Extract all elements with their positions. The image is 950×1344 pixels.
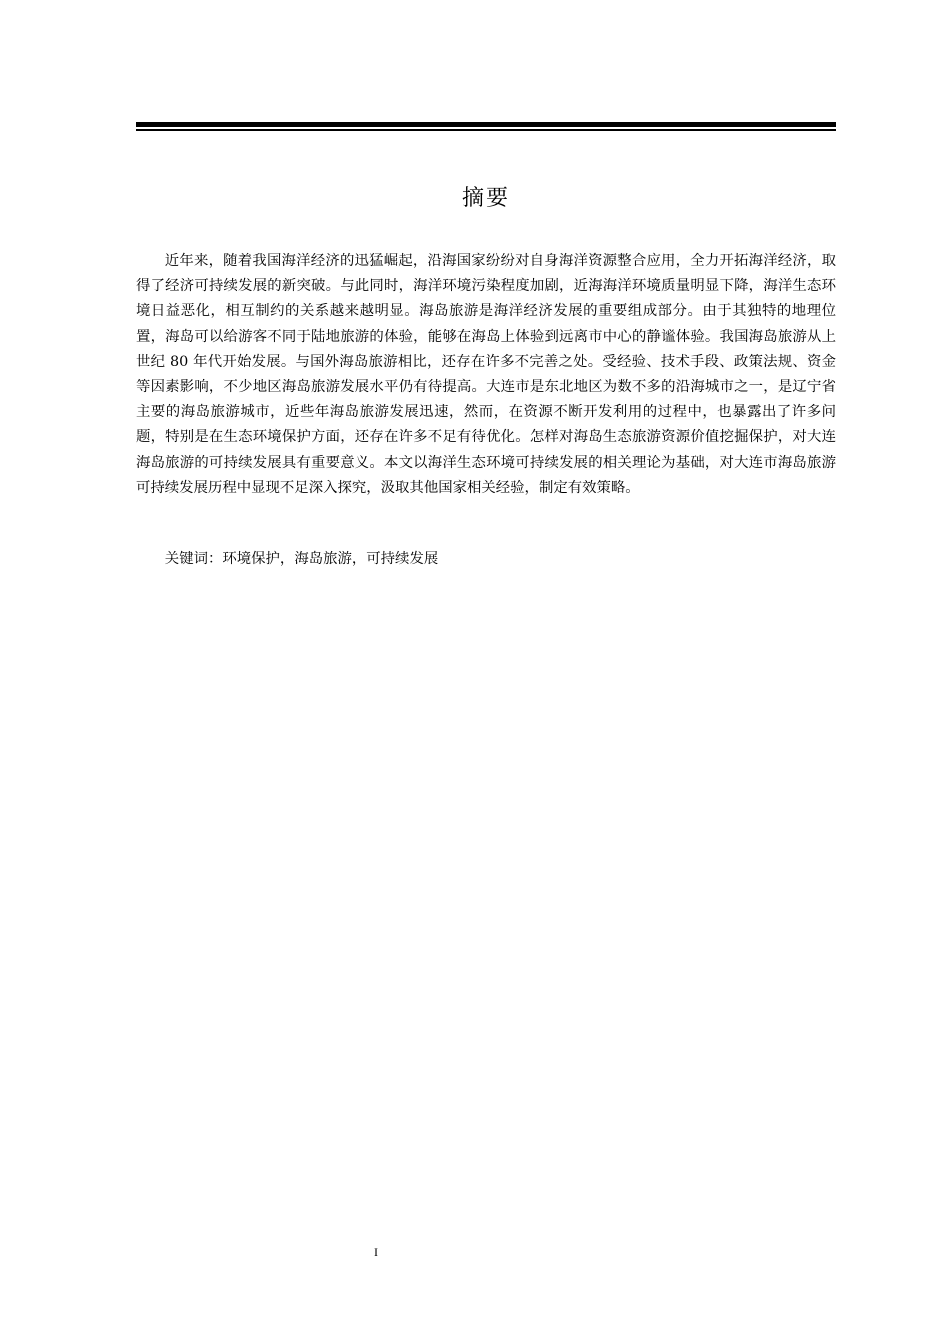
page-number: I xyxy=(374,1245,378,1259)
header-rule-thin-line xyxy=(136,129,836,131)
keywords-line: 关键词：环境保护，海岛旅游，可持续发展 xyxy=(164,551,439,567)
header-rule xyxy=(136,122,836,132)
abstract-paragraph: 近年来，随着我国海洋经济的迅猛崛起，沿海国家纷纷对自身海洋资源整合应用，全力开拓海洋经济，取得了经济可持续发展的新突破。与此同时，海洋环境污染程度加剧，近海海洋环境质量明显下降，海洋生态环境日益恶化，相互制约的关系越来越明显。海岛旅游是海洋经济发展的重要组成部分。由于其独特的地理位置，海岛可以给游客不同于陆地旅游的体验，能够在海岛上体验到远离市中心的静谧体验。我国海岛旅游从上世纪 80 年代开始发展。与国外海岛旅游相比，还存在许多不完善之处。受经验、技术手段、政策法规、资金等因素影响，不少地区海岛旅游发展水平仍有待提高。大连市是东北地区为数不多的沿海城市之一，是辽宁省主要的海岛旅游城市，近些年海岛旅游发展迅速，然而，在资源不断开发利用的过程中，也暴露出了许多问题，特别是在生态环境保护方面，还存在许多不足有待优化。怎样对海岛生态旅游资源价值挖掘保护，对大连海岛旅游的可持续发展具有重要意义。本文以海洋生态环境可持续发展的相关理论为基础，对大连市海岛旅游可持续发展历程中显现不足深入探究，汲取其他国家相关经验，制定有效策略。 xyxy=(136,253,836,496)
header-rule-thick-line xyxy=(136,122,836,127)
page-title: 摘要 xyxy=(461,186,510,211)
